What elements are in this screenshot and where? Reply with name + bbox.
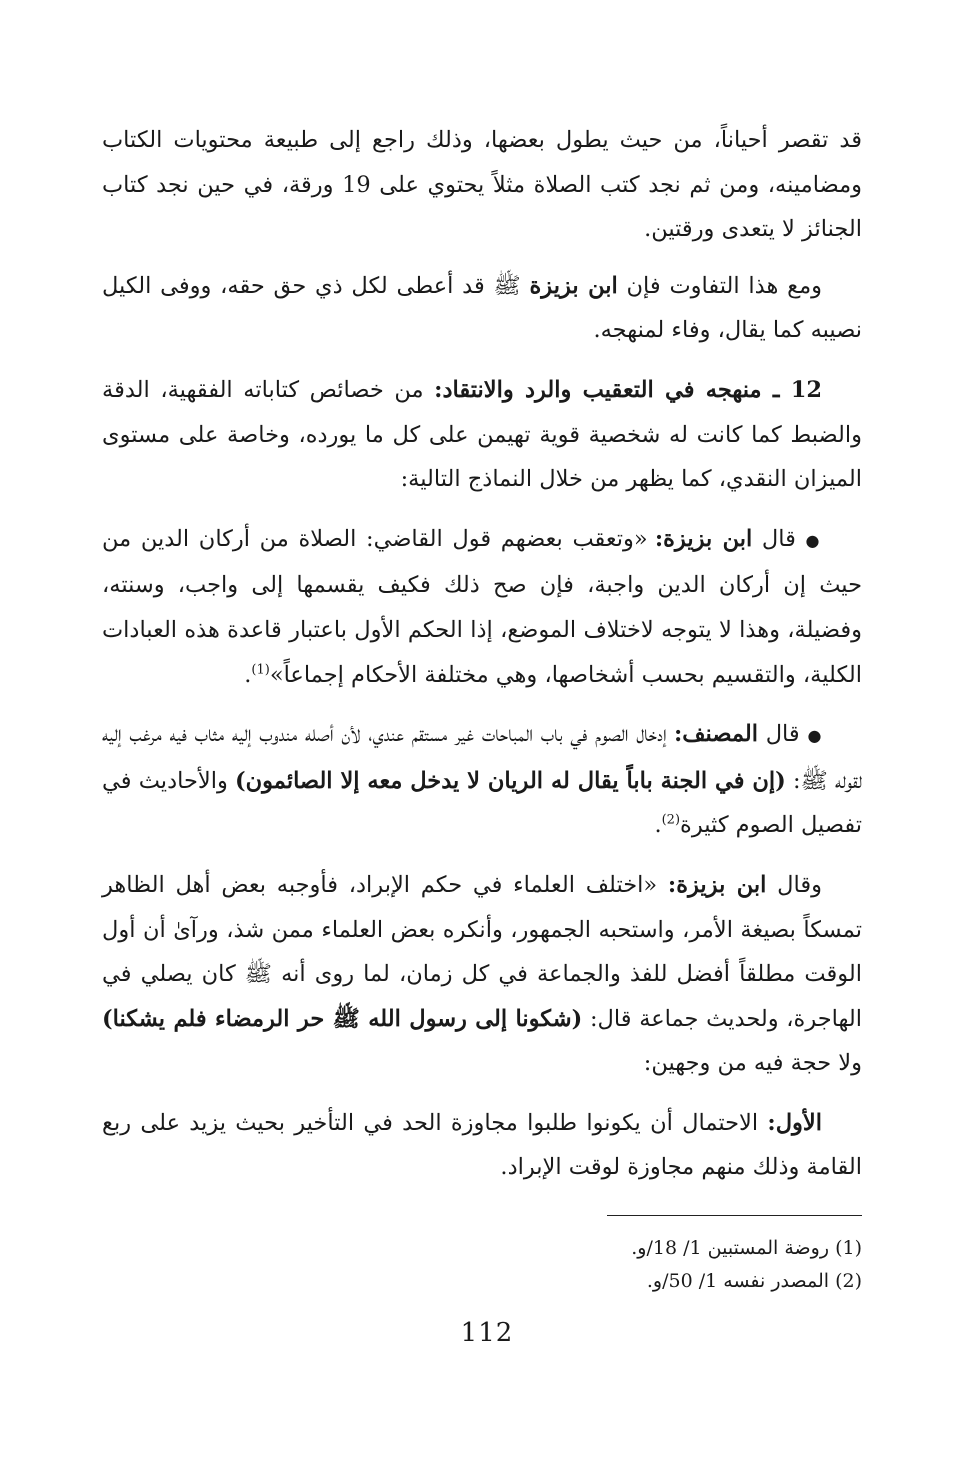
paragraph-2 bbox=[102, 264, 862, 353]
paragraph-3 bbox=[102, 368, 862, 502]
hadith-quote: (شكونا إلى رسول الله ﷺ حر الرمضاء فلم يشكنا) bbox=[102, 1005, 583, 1032]
paragraph-gap bbox=[102, 1086, 862, 1101]
paragraph-1-text: قد تقصر أحياناً، من حيث يطول بعضها، وذلك راجع إلى طبيعة محتويات الكتاب ومضامينه، ومن ثم نجد كتب الصلاة مثلاً يحتوي على 19 ورقة، في حين نجد كتاب الجنائز لا يتعدى ورقتين. bbox=[102, 127, 862, 243]
honorific-mark: ﷺ bbox=[493, 272, 530, 299]
hadith-quote: (إن في الجنة باباً يقال له الريان لا يدخل معه إلا الصائمون) bbox=[235, 767, 786, 794]
paragraph-4-end: . bbox=[244, 661, 252, 688]
point-label: الأول: bbox=[767, 1109, 822, 1136]
footnote-2-text: المصدر نفسه 1/ 50/و. bbox=[646, 1270, 836, 1292]
page-number: 112 bbox=[460, 1318, 514, 1348]
paragraph-7 bbox=[102, 1101, 862, 1190]
paragraph-gap bbox=[102, 252, 862, 264]
footnote-1-number: (1) bbox=[835, 1237, 862, 1259]
footnote-1-text: روضة المستبين 1/ 18/و. bbox=[631, 1237, 836, 1259]
footnote-ref-1: (1) bbox=[251, 662, 270, 678]
paragraph-2-after: قد أعطى لكل ذي حق حقه، ووفى الكيل نصيبه كما يقال، وفاء لمنهجه. bbox=[102, 272, 862, 344]
paragraph-6-after: «اختلف العلماء في حكم الإبراد، فأوجبه بعض أهل الظاهر تمسكاً بصيغة الأمر، واستحبه الجمهور، وأنكره بعض العلماء ممن شذ، ورآىٰ أن أول الوقت مطلقاً أفضل للفذ والجماعة في كل زمان، لما روى أنه ﷺ كان يصلي في الهاجرة، ولحديث جماعة قال: bbox=[102, 871, 862, 1032]
paragraph-gap bbox=[102, 848, 862, 863]
paragraph-gap bbox=[102, 697, 862, 712]
paragraph-5-after-2: والأحاديث في تفصيل الصوم كثيرة bbox=[102, 767, 862, 839]
paragraph-3-after: من خصائص كتاباته الفقهية، الدقة والضبط كما كانت له شخصية قوية تهيمن على كل ما يورده، وخاصة على مستوى الميزان النقدي، كما يظهر من خلال النماذج التالية: bbox=[102, 376, 862, 493]
paragraph-4-after: «وتعقب بعضهم قول القاضي: الصلاة من أركان الدين من حيث إن أركان الدين واجبة، فإن صح ذلك فكيف يقسمها إلى واجب، وسنته، وفضيلة، وهذا لا يتوجه لاختلاف الموضع، إذا الحكم الأول باعتبار قاعدة هذه العبادات الكلية، والتقسيم بحسب أشخاصها، وهي مختلفة الأحكام إجماعاً» bbox=[102, 525, 862, 688]
bullet-icon: ● bbox=[807, 726, 823, 746]
body-text bbox=[102, 118, 862, 1190]
footnote-2 bbox=[102, 1265, 862, 1298]
author-label: المصنف: bbox=[673, 721, 758, 748]
paragraph-6 bbox=[102, 863, 862, 1086]
paragraph-5-after: إدخال الصوم في باب المباحات غير مستقم عندي، لأن أصله مندوب إليه مثاب فيه مرغب إليه لقوله ﷺ: bbox=[102, 721, 862, 794]
author-name: ابن بزيزة: bbox=[667, 871, 767, 898]
paragraph-gap bbox=[102, 353, 862, 368]
paragraph-5-lead: قال bbox=[757, 721, 808, 748]
paragraph-6-after-2: ولا حجة فيه من وجهين: bbox=[643, 1050, 862, 1077]
section-heading: 12 ـ منهجه في التعقيب والرد والانتقاد: bbox=[434, 376, 823, 403]
footnotes bbox=[102, 1232, 862, 1298]
bullet-icon: ● bbox=[805, 530, 823, 550]
paragraph-5-end: . bbox=[654, 812, 662, 839]
author-name: ابن بزيزة bbox=[529, 272, 618, 299]
paragraph-2-before: ومع هذا التفاوت فإن bbox=[617, 272, 822, 299]
paragraph-4 bbox=[102, 517, 862, 697]
footnote-2-number: (2) bbox=[835, 1270, 862, 1292]
footnote-ref-2: (2) bbox=[661, 812, 681, 828]
author-name: ابن بزيزة: bbox=[654, 525, 753, 552]
paragraph-6-lead: وقال bbox=[766, 871, 822, 898]
paragraph-5 bbox=[102, 712, 862, 848]
footnote-divider bbox=[607, 1215, 862, 1216]
paragraph-1 bbox=[102, 118, 862, 252]
footnote-1 bbox=[102, 1232, 862, 1265]
paragraph-4-lead: قال bbox=[752, 525, 806, 552]
paragraph-7-after: الاحتمال أن يكونوا طلبوا مجاوزة الحد في التأخير بحيث يزيد على ربع القامة وذلك منهم مجاوزة لوقت الإبراد. bbox=[102, 1109, 862, 1181]
paragraph-gap bbox=[102, 502, 862, 517]
